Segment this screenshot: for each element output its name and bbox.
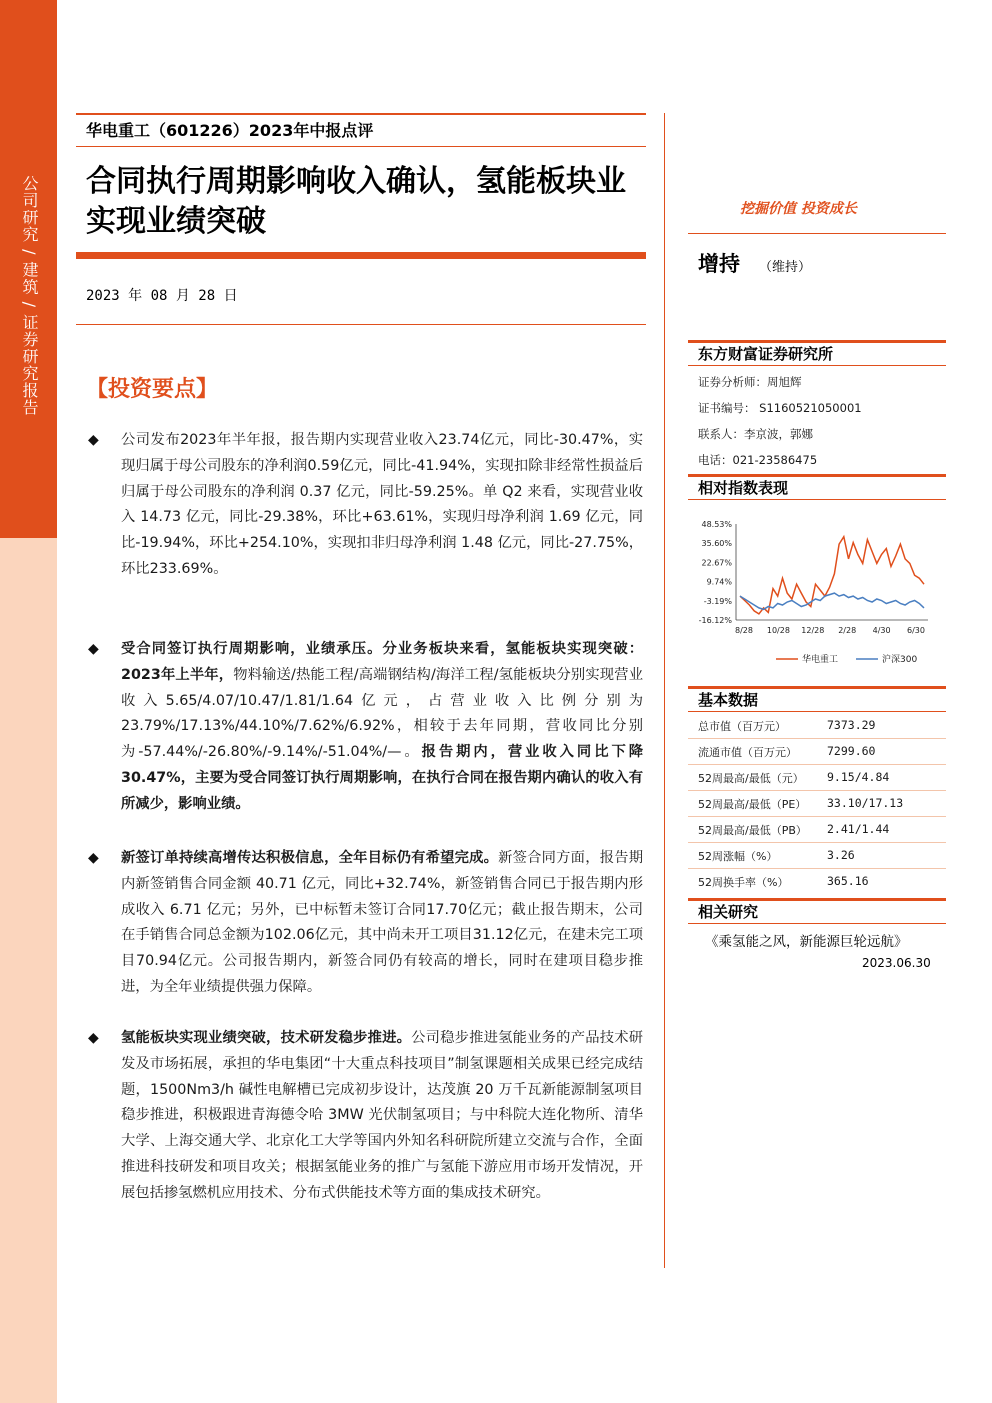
slogan: 挖掘价值 投资成长 [740, 201, 857, 217]
report-date: 2023 年 08 月 28 日 [86, 288, 238, 304]
label-divider [76, 146, 646, 147]
row-divider [688, 738, 946, 739]
row-divider [688, 790, 946, 791]
diamond-bullet-icon: ◆ [88, 432, 99, 448]
related-report-date: 2023.06.30 [862, 956, 931, 970]
y-tick-label: 9.74% [706, 577, 732, 587]
x-axis-labels [735, 626, 925, 635]
x-tick-label: 4/30 [872, 626, 891, 635]
paragraph-tail: 报告期内，营业收入同比下降30.47%，主要为受合同签订执行周期影响，在执行合同在报告期内确认的收入有所减少，影响业绩。 [121, 744, 643, 812]
paragraph-4 [121, 1026, 643, 1207]
row-divider [688, 842, 946, 843]
basic-label: 流通市值（百万元） [698, 746, 797, 759]
section-heading: 【投资要点】 [86, 377, 219, 402]
x-tick-label: 8/28 [735, 626, 753, 635]
header-divider [76, 113, 646, 115]
x-tick-label: 12/28 [801, 626, 825, 635]
basic-label: 52周最高/最低（PE） [698, 798, 807, 811]
basic-value: 3.26 [827, 848, 855, 862]
basic-label: 总市值（百万元） [698, 720, 786, 733]
relative-performance-chart [688, 516, 946, 676]
y-tick-label: 48.53% [701, 520, 732, 529]
paragraph-text: 公司稳步推进氢能业务的产品技术研发及市场拓展，承担的华电集团“十大重点科技项目”制氢课题相关成果已经完成结题，1500Nm3/h 碱性电解槽已完成初步设计，达茂旗 20 万千瓦新能源制氢项目稳步推进，积极跟进青海德令哈 3MW 光伏制氢项目；与中科院大连化物所、清华大学、上海交通大学、北京化工大学等国内外知名科研院所建立交流与合作，全面推进科技研发和项目攻关；根据氢能业务的推广与氢能下游应用市场开发情况，开展包括掺氢燃机应用技术、分布式供能技术等方面的集成技术研究。 [121, 1030, 644, 1201]
y-tick-label: -16.12% [698, 616, 732, 625]
row-divider [688, 816, 946, 817]
basic-value: 7299.60 [827, 744, 876, 758]
basic-label: 52周换手率（%） [698, 876, 789, 889]
legend-label: 沪深300 [882, 655, 918, 665]
column-divider [664, 113, 665, 1268]
rating: 增持 [698, 252, 740, 276]
analyst: 证券分析师：周旭辉 [698, 375, 802, 389]
basic-label: 52周涨幅（%） [698, 850, 778, 863]
y-tick-label: 22.67% [701, 558, 732, 568]
x-tick-label: 6/30 [907, 626, 925, 635]
series-lines [740, 537, 924, 614]
phone: 电话：021-23586475 [698, 453, 818, 467]
y-tick-label: -3.19% [703, 596, 732, 606]
rating-note: （维持） [759, 260, 812, 275]
sidebar-category: 公司研究 / 建筑 / 证券研究报告 [20, 175, 39, 417]
date-divider [76, 324, 646, 325]
x-tick-label: 10/28 [766, 626, 790, 635]
paragraph-text: 公司发布2023年半年报，报告期内实现营业收入23.74亿元，同比-30.47%，实现归属于母公司股东的净利润0.59亿元，同比-41.94%，实现扣除非经常性损益后归属于母公司股东的净利润 0.37 亿元，同比-59.25%。单 Q2 来看，实现营业收入 14.73 亿元，同比-29.38%，环比+63.61%，实现归母净利润 1.69 亿元，同比-19.94%，环比+254.10%，实现扣非归母净利润 1.48 亿元，同比-27.75%，环比233.69%。 [121, 432, 643, 577]
basic-label: 52周最高/最低（元） [698, 772, 804, 785]
chart-heading: 相对指数表现 [688, 474, 946, 500]
row-divider [688, 764, 946, 765]
title-bar [76, 252, 646, 259]
paragraph-lead: 氢能板块实现业绩突破，技术研发稳步推进。 [121, 1030, 412, 1046]
sidebar-lower [0, 538, 57, 1403]
basic-value: 365.16 [827, 874, 869, 888]
basic-value: 2.41/1.44 [827, 822, 890, 836]
row-divider [688, 868, 946, 869]
basic-value: 7373.29 [827, 718, 876, 732]
series-line [740, 537, 924, 614]
basic-data-heading: 基本数据 [688, 686, 946, 712]
diamond-bullet-icon: ◆ [88, 641, 99, 657]
paragraph-text: 物料输送/热能工程/高端钢结构/海洋工程/氢能板块分别实现营业收入5.65/4.07/10.47/1.81/1.64亿元，占营业收入比例分别为23.79%/17.13%/44.10%/7.62%/6.92%，相较于去年同期，营收同比分别为-57.44%/-26.80%/-9.14%/-51.04%/—。 [121, 666, 643, 761]
paragraph-lead: 新签订单持续高增传达积极信息，全年目标仍有希望完成。 [121, 850, 499, 866]
related-report-title: 《乘氢能之风，新能源巨轮远航》 [705, 934, 908, 950]
basic-value: 33.10/17.13 [827, 796, 904, 810]
y-axis-labels [699, 520, 733, 625]
rating-divider [688, 233, 946, 234]
report-label: 华电重工（601226）2023年中报点评 [86, 121, 374, 140]
series-line [740, 593, 924, 609]
chart-legend [776, 653, 917, 665]
legend-label: 华电重工 [802, 655, 839, 665]
paragraph-2 [121, 637, 643, 818]
diamond-bullet-icon: ◆ [88, 1030, 99, 1046]
page-title: 合同执行周期影响收入确认，氢能板块业实现业绩突破 [86, 164, 626, 239]
x-tick-label: 2/28 [838, 626, 857, 635]
diamond-bullet-icon: ◆ [88, 850, 99, 866]
basic-value: 9.15/4.84 [827, 770, 890, 784]
certificate-number: 证书编号： S1160521050001 [698, 401, 862, 415]
y-tick-label: 35.60% [701, 539, 732, 549]
contact: 联系人：李京波，郭娜 [698, 427, 813, 441]
institute-heading: 东方财富证券研究所 [688, 340, 946, 366]
basic-label: 52周最高/最低（PB） [698, 824, 807, 837]
paragraph-3 [121, 846, 643, 1001]
paragraph-text: 新签合同方面，报告期内新签销售合同金额 40.71 亿元，同比+32.74%，新签销售合同已于报告期内形成收入 6.71 亿元；另外，已中标暂未签订合同17.70亿元；截止报告期末，公司在手销售合同总金额为102.06亿元，其中尚未开工项目31.12亿元，在建未完工项目70.94亿元。公司报告期内，新签合同仍有较高的增长，同时在建项目稳步推进，为全年业绩提供强力保障。 [121, 850, 644, 995]
related-research-heading: 相关研究 [688, 898, 946, 924]
paragraph-lead: 受合同签订执行周期影响，业绩承压。分业务板块来看，氢能板块实现突破：2023年上半年， [121, 641, 643, 683]
paragraph-1 [121, 428, 643, 583]
